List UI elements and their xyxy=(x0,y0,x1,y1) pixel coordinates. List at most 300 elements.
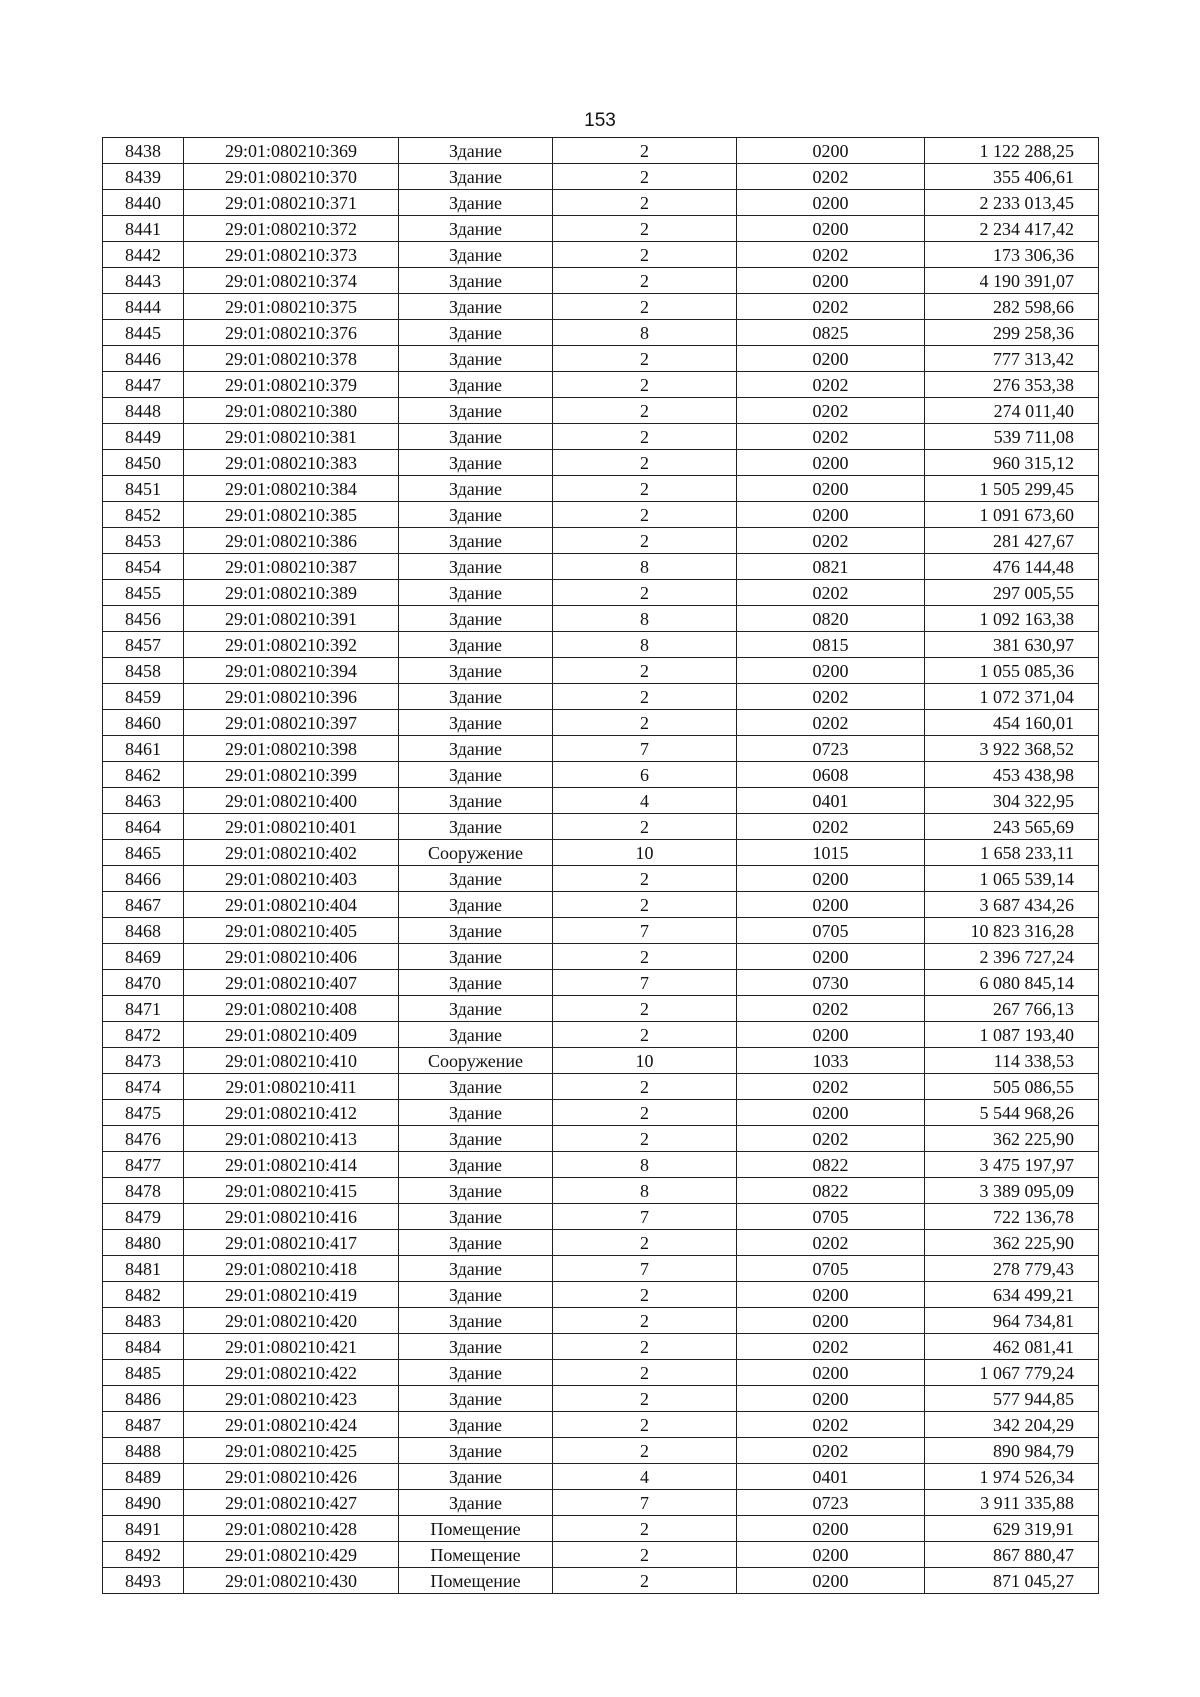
cadastral-number-cell: 29:01:080210:423 xyxy=(184,1386,399,1412)
cadastral-number-cell: 29:01:080210:417 xyxy=(184,1230,399,1256)
row-number-cell: 8491 xyxy=(103,1516,184,1542)
code-cell: 0202 xyxy=(737,294,925,320)
cadastral-number-cell: 29:01:080210:424 xyxy=(184,1412,399,1438)
cadastral-value-cell: 454 160,01 xyxy=(925,710,1099,736)
table-row xyxy=(103,606,1099,632)
group-cell: 2 xyxy=(553,1022,737,1048)
object-type-cell: Здание xyxy=(399,1386,553,1412)
table-row xyxy=(103,1230,1099,1256)
group-cell: 2 xyxy=(553,268,737,294)
object-type-cell: Здание xyxy=(399,788,553,814)
code-cell: 0200 xyxy=(737,1360,925,1386)
cadastral-value-cell: 304 322,95 xyxy=(925,788,1099,814)
object-type-cell: Здание xyxy=(399,164,553,190)
cadastral-number-cell: 29:01:080210:402 xyxy=(184,840,399,866)
code-cell: 0200 xyxy=(737,1516,925,1542)
table-row xyxy=(103,762,1099,788)
code-cell: 0202 xyxy=(737,528,925,554)
cadastral-value-cell: 355 406,61 xyxy=(925,164,1099,190)
group-cell: 2 xyxy=(553,424,737,450)
row-number-cell: 8458 xyxy=(103,658,184,684)
cadastral-value-cell: 1 122 288,25 xyxy=(925,138,1099,164)
group-cell: 2 xyxy=(553,1542,737,1568)
cadastral-number-cell: 29:01:080210:391 xyxy=(184,606,399,632)
cadastral-value-cell: 3 922 368,52 xyxy=(925,736,1099,762)
cadastral-number-cell: 29:01:080210:386 xyxy=(184,528,399,554)
row-number-cell: 8469 xyxy=(103,944,184,970)
code-cell: 0200 xyxy=(737,346,925,372)
group-cell: 7 xyxy=(553,918,737,944)
table-row xyxy=(103,1256,1099,1282)
cadastral-value-cell: 539 711,08 xyxy=(925,424,1099,450)
group-cell: 2 xyxy=(553,1126,737,1152)
group-cell: 10 xyxy=(553,840,737,866)
cadastral-value-cell: 890 984,79 xyxy=(925,1438,1099,1464)
row-number-cell: 8465 xyxy=(103,840,184,866)
object-type-cell: Здание xyxy=(399,684,553,710)
object-type-cell: Здание xyxy=(399,320,553,346)
row-number-cell: 8456 xyxy=(103,606,184,632)
code-cell: 0200 xyxy=(737,268,925,294)
cadastral-value-cell: 173 306,36 xyxy=(925,242,1099,268)
object-type-cell: Здание xyxy=(399,892,553,918)
cadastral-number-cell: 29:01:080210:380 xyxy=(184,398,399,424)
table-row xyxy=(103,970,1099,996)
group-cell: 2 xyxy=(553,1438,737,1464)
group-cell: 2 xyxy=(553,1360,737,1386)
row-number-cell: 8486 xyxy=(103,1386,184,1412)
table-row xyxy=(103,1178,1099,1204)
object-type-cell: Здание xyxy=(399,606,553,632)
code-cell: 0815 xyxy=(737,632,925,658)
object-type-cell: Здание xyxy=(399,736,553,762)
group-cell: 2 xyxy=(553,580,737,606)
cadastral-number-cell: 29:01:080210:371 xyxy=(184,190,399,216)
object-type-cell: Здание xyxy=(399,1308,553,1334)
code-cell: 0608 xyxy=(737,762,925,788)
object-type-cell: Здание xyxy=(399,190,553,216)
code-cell: 0723 xyxy=(737,1490,925,1516)
group-cell: 8 xyxy=(553,1178,737,1204)
cadastral-value-cell: 1 055 085,36 xyxy=(925,658,1099,684)
code-cell: 0820 xyxy=(737,606,925,632)
row-number-cell: 8484 xyxy=(103,1334,184,1360)
cadastral-value-cell: 297 005,55 xyxy=(925,580,1099,606)
group-cell: 8 xyxy=(553,554,737,580)
row-number-cell: 8438 xyxy=(103,138,184,164)
code-cell: 0202 xyxy=(737,372,925,398)
object-type-cell: Здание xyxy=(399,944,553,970)
code-cell: 0401 xyxy=(737,1464,925,1490)
code-cell: 0202 xyxy=(737,1334,925,1360)
row-number-cell: 8489 xyxy=(103,1464,184,1490)
cadastral-value-cell: 1 974 526,34 xyxy=(925,1464,1099,1490)
code-cell: 0822 xyxy=(737,1152,925,1178)
table-row xyxy=(103,554,1099,580)
cadastral-value-cell: 476 144,48 xyxy=(925,554,1099,580)
cadastral-number-cell: 29:01:080210:428 xyxy=(184,1516,399,1542)
object-type-cell: Здание xyxy=(399,1360,553,1386)
table-row xyxy=(103,1048,1099,1074)
cadastral-number-cell: 29:01:080210:396 xyxy=(184,684,399,710)
object-type-cell: Здание xyxy=(399,762,553,788)
cadastral-number-cell: 29:01:080210:387 xyxy=(184,554,399,580)
table-row xyxy=(103,216,1099,242)
cadastral-number-cell: 29:01:080210:404 xyxy=(184,892,399,918)
object-type-cell: Здание xyxy=(399,658,553,684)
code-cell: 0200 xyxy=(737,216,925,242)
code-cell: 0200 xyxy=(737,502,925,528)
object-type-cell: Здание xyxy=(399,1490,553,1516)
row-number-cell: 8476 xyxy=(103,1126,184,1152)
row-number-cell: 8478 xyxy=(103,1178,184,1204)
code-cell: 0202 xyxy=(737,424,925,450)
cadastral-number-cell: 29:01:080210:383 xyxy=(184,450,399,476)
group-cell: 2 xyxy=(553,190,737,216)
table-row xyxy=(103,1152,1099,1178)
cadastral-number-cell: 29:01:080210:408 xyxy=(184,996,399,1022)
group-cell: 2 xyxy=(553,658,737,684)
table-body xyxy=(103,138,1099,1594)
row-number-cell: 8485 xyxy=(103,1360,184,1386)
cadastral-number-cell: 29:01:080210:374 xyxy=(184,268,399,294)
table-row xyxy=(103,1386,1099,1412)
row-number-cell: 8464 xyxy=(103,814,184,840)
object-type-cell: Здание xyxy=(399,632,553,658)
code-cell: 0200 xyxy=(737,944,925,970)
row-number-cell: 8462 xyxy=(103,762,184,788)
row-number-cell: 8461 xyxy=(103,736,184,762)
object-type-cell: Здание xyxy=(399,476,553,502)
row-number-cell: 8470 xyxy=(103,970,184,996)
object-type-cell: Здание xyxy=(399,1464,553,1490)
row-number-cell: 8450 xyxy=(103,450,184,476)
cadastral-number-cell: 29:01:080210:410 xyxy=(184,1048,399,1074)
object-type-cell: Здание xyxy=(399,216,553,242)
code-cell: 0202 xyxy=(737,1230,925,1256)
table-row xyxy=(103,1360,1099,1386)
group-cell: 7 xyxy=(553,1204,737,1230)
group-cell: 2 xyxy=(553,1308,737,1334)
group-cell: 6 xyxy=(553,762,737,788)
row-number-cell: 8468 xyxy=(103,918,184,944)
group-cell: 2 xyxy=(553,528,737,554)
table-row xyxy=(103,1412,1099,1438)
table-row xyxy=(103,398,1099,424)
group-cell: 2 xyxy=(553,216,737,242)
object-type-cell: Здание xyxy=(399,502,553,528)
row-number-cell: 8482 xyxy=(103,1282,184,1308)
group-cell: 2 xyxy=(553,892,737,918)
row-number-cell: 8457 xyxy=(103,632,184,658)
cadastral-value-cell: 276 353,38 xyxy=(925,372,1099,398)
group-cell: 8 xyxy=(553,1152,737,1178)
code-cell: 1033 xyxy=(737,1048,925,1074)
table-row xyxy=(103,1464,1099,1490)
row-number-cell: 8487 xyxy=(103,1412,184,1438)
object-type-cell: Здание xyxy=(399,866,553,892)
row-number-cell: 8460 xyxy=(103,710,184,736)
cadastral-number-cell: 29:01:080210:398 xyxy=(184,736,399,762)
row-number-cell: 8445 xyxy=(103,320,184,346)
table-row xyxy=(103,1542,1099,1568)
cadastral-number-cell: 29:01:080210:379 xyxy=(184,372,399,398)
row-number-cell: 8477 xyxy=(103,1152,184,1178)
cadastral-number-cell: 29:01:080210:429 xyxy=(184,1542,399,1568)
cadastral-value-cell: 3 911 335,88 xyxy=(925,1490,1099,1516)
row-number-cell: 8453 xyxy=(103,528,184,554)
cadastral-value-cell: 960 315,12 xyxy=(925,450,1099,476)
cadastral-value-cell: 577 944,85 xyxy=(925,1386,1099,1412)
cadastral-number-cell: 29:01:080210:401 xyxy=(184,814,399,840)
cadastral-value-cell: 3 687 434,26 xyxy=(925,892,1099,918)
object-type-cell: Здание xyxy=(399,450,553,476)
table-row xyxy=(103,424,1099,450)
row-number-cell: 8449 xyxy=(103,424,184,450)
row-number-cell: 8473 xyxy=(103,1048,184,1074)
table-row xyxy=(103,1334,1099,1360)
object-type-cell: Здание xyxy=(399,580,553,606)
group-cell: 2 xyxy=(553,450,737,476)
code-cell: 0202 xyxy=(737,996,925,1022)
code-cell: 0202 xyxy=(737,1126,925,1152)
cadastral-value-cell: 453 438,98 xyxy=(925,762,1099,788)
code-cell: 0200 xyxy=(737,1386,925,1412)
row-number-cell: 8447 xyxy=(103,372,184,398)
group-cell: 2 xyxy=(553,164,737,190)
row-number-cell: 8454 xyxy=(103,554,184,580)
table-row xyxy=(103,632,1099,658)
cadastral-number-cell: 29:01:080210:414 xyxy=(184,1152,399,1178)
group-cell: 7 xyxy=(553,970,737,996)
cadastral-value-cell: 6 080 845,14 xyxy=(925,970,1099,996)
code-cell: 0200 xyxy=(737,138,925,164)
table-row xyxy=(103,996,1099,1022)
object-type-cell: Здание xyxy=(399,970,553,996)
cadastral-value-cell: 2 233 013,45 xyxy=(925,190,1099,216)
group-cell: 2 xyxy=(553,1230,737,1256)
table-row xyxy=(103,840,1099,866)
row-number-cell: 8446 xyxy=(103,346,184,372)
table-row xyxy=(103,1204,1099,1230)
object-type-cell: Здание xyxy=(399,814,553,840)
cadastral-value-cell: 10 823 316,28 xyxy=(925,918,1099,944)
row-number-cell: 8440 xyxy=(103,190,184,216)
table-row xyxy=(103,944,1099,970)
object-type-cell: Здание xyxy=(399,372,553,398)
cadastral-value-cell: 362 225,90 xyxy=(925,1126,1099,1152)
code-cell: 0202 xyxy=(737,1074,925,1100)
cadastral-number-cell: 29:01:080210:426 xyxy=(184,1464,399,1490)
cadastral-value-cell: 267 766,13 xyxy=(925,996,1099,1022)
cadastral-value-cell: 114 338,53 xyxy=(925,1048,1099,1074)
group-cell: 2 xyxy=(553,242,737,268)
cadastral-number-cell: 29:01:080210:372 xyxy=(184,216,399,242)
code-cell: 0202 xyxy=(737,684,925,710)
cadastral-number-cell: 29:01:080210:425 xyxy=(184,1438,399,1464)
object-type-cell: Здание xyxy=(399,1412,553,1438)
cadastral-number-cell: 29:01:080210:419 xyxy=(184,1282,399,1308)
group-cell: 2 xyxy=(553,1100,737,1126)
table-row xyxy=(103,320,1099,346)
cadastral-value-cell: 505 086,55 xyxy=(925,1074,1099,1100)
row-number-cell: 8439 xyxy=(103,164,184,190)
group-cell: 7 xyxy=(553,1490,737,1516)
group-cell: 2 xyxy=(553,1282,737,1308)
cadastral-number-cell: 29:01:080210:422 xyxy=(184,1360,399,1386)
table-row xyxy=(103,1126,1099,1152)
code-cell: 0200 xyxy=(737,1282,925,1308)
cadastral-number-cell: 29:01:080210:411 xyxy=(184,1074,399,1100)
cadastral-value-cell: 2 396 727,24 xyxy=(925,944,1099,970)
cadastral-value-cell: 299 258,36 xyxy=(925,320,1099,346)
group-cell: 7 xyxy=(553,736,737,762)
cadastral-value-cell: 342 204,29 xyxy=(925,1412,1099,1438)
object-type-cell: Здание xyxy=(399,554,553,580)
group-cell: 2 xyxy=(553,138,737,164)
table-row xyxy=(103,268,1099,294)
group-cell: 2 xyxy=(553,944,737,970)
code-cell: 0401 xyxy=(737,788,925,814)
row-number-cell: 8480 xyxy=(103,1230,184,1256)
code-cell: 0705 xyxy=(737,1256,925,1282)
row-number-cell: 8455 xyxy=(103,580,184,606)
table-row xyxy=(103,1022,1099,1048)
object-type-cell: Здание xyxy=(399,710,553,736)
object-type-cell: Здание xyxy=(399,1074,553,1100)
cadastral-number-cell: 29:01:080210:385 xyxy=(184,502,399,528)
table-row xyxy=(103,580,1099,606)
code-cell: 0200 xyxy=(737,190,925,216)
code-cell: 1015 xyxy=(737,840,925,866)
group-cell: 2 xyxy=(553,346,737,372)
code-cell: 0730 xyxy=(737,970,925,996)
cadastral-number-cell: 29:01:080210:400 xyxy=(184,788,399,814)
table-row xyxy=(103,164,1099,190)
row-number-cell: 8471 xyxy=(103,996,184,1022)
object-type-cell: Здание xyxy=(399,1438,553,1464)
group-cell: 2 xyxy=(553,710,737,736)
cadastral-number-cell: 29:01:080210:392 xyxy=(184,632,399,658)
table-row xyxy=(103,1490,1099,1516)
code-cell: 0825 xyxy=(737,320,925,346)
table-row xyxy=(103,736,1099,762)
object-type-cell: Сооружение xyxy=(399,1048,553,1074)
cadastral-value-cell: 634 499,21 xyxy=(925,1282,1099,1308)
cadastral-value-cell: 1 072 371,04 xyxy=(925,684,1099,710)
group-cell: 2 xyxy=(553,476,737,502)
group-cell: 2 xyxy=(553,996,737,1022)
table-row xyxy=(103,190,1099,216)
cadastral-number-cell: 29:01:080210:407 xyxy=(184,970,399,996)
code-cell: 0202 xyxy=(737,580,925,606)
table-row xyxy=(103,658,1099,684)
group-cell: 2 xyxy=(553,1568,737,1594)
cadastral-number-cell: 29:01:080210:403 xyxy=(184,866,399,892)
group-cell: 2 xyxy=(553,372,737,398)
group-cell: 2 xyxy=(553,1412,737,1438)
table-row xyxy=(103,1438,1099,1464)
group-cell: 2 xyxy=(553,1334,737,1360)
object-type-cell: Здание xyxy=(399,1022,553,1048)
code-cell: 0202 xyxy=(737,242,925,268)
object-type-cell: Сооружение xyxy=(399,840,553,866)
group-cell: 2 xyxy=(553,1516,737,1542)
code-cell: 0200 xyxy=(737,866,925,892)
object-type-cell: Здание xyxy=(399,398,553,424)
group-cell: 10 xyxy=(553,1048,737,1074)
object-type-cell: Здание xyxy=(399,268,553,294)
table-row xyxy=(103,346,1099,372)
cadastral-value-table xyxy=(102,137,1099,1594)
object-type-cell: Здание xyxy=(399,1126,553,1152)
table-row xyxy=(103,1100,1099,1126)
group-cell: 2 xyxy=(553,866,737,892)
group-cell: 2 xyxy=(553,502,737,528)
cadastral-number-cell: 29:01:080210:394 xyxy=(184,658,399,684)
object-type-cell: Здание xyxy=(399,1282,553,1308)
group-cell: 8 xyxy=(553,606,737,632)
table-row xyxy=(103,294,1099,320)
code-cell: 0200 xyxy=(737,658,925,684)
cadastral-value-cell: 871 045,27 xyxy=(925,1568,1099,1594)
cadastral-value-cell: 964 734,81 xyxy=(925,1308,1099,1334)
object-type-cell: Здание xyxy=(399,138,553,164)
row-number-cell: 8451 xyxy=(103,476,184,502)
cadastral-number-cell: 29:01:080210:418 xyxy=(184,1256,399,1282)
cadastral-value-cell: 462 081,41 xyxy=(925,1334,1099,1360)
row-number-cell: 8492 xyxy=(103,1542,184,1568)
table-row xyxy=(103,372,1099,398)
cadastral-number-cell: 29:01:080210:412 xyxy=(184,1100,399,1126)
code-cell: 0200 xyxy=(737,1100,925,1126)
row-number-cell: 8459 xyxy=(103,684,184,710)
cadastral-number-cell: 29:01:080210:415 xyxy=(184,1178,399,1204)
cadastral-number-cell: 29:01:080210:416 xyxy=(184,1204,399,1230)
table-row xyxy=(103,1074,1099,1100)
code-cell: 0202 xyxy=(737,398,925,424)
row-number-cell: 8463 xyxy=(103,788,184,814)
code-cell: 0705 xyxy=(737,918,925,944)
code-cell: 0202 xyxy=(737,1412,925,1438)
table-row xyxy=(103,1516,1099,1542)
table-row xyxy=(103,788,1099,814)
group-cell: 8 xyxy=(553,320,737,346)
object-type-cell: Помещение xyxy=(399,1568,553,1594)
object-type-cell: Здание xyxy=(399,1152,553,1178)
object-type-cell: Здание xyxy=(399,424,553,450)
cadastral-value-cell: 274 011,40 xyxy=(925,398,1099,424)
row-number-cell: 8479 xyxy=(103,1204,184,1230)
object-type-cell: Здание xyxy=(399,996,553,1022)
cadastral-number-cell: 29:01:080210:375 xyxy=(184,294,399,320)
cadastral-value-cell: 4 190 391,07 xyxy=(925,268,1099,294)
page-number: 153 xyxy=(584,110,616,131)
cadastral-value-cell: 362 225,90 xyxy=(925,1230,1099,1256)
cadastral-number-cell: 29:01:080210:384 xyxy=(184,476,399,502)
cadastral-number-cell: 29:01:080210:370 xyxy=(184,164,399,190)
group-cell: 2 xyxy=(553,294,737,320)
row-number-cell: 8444 xyxy=(103,294,184,320)
cadastral-value-cell: 629 319,91 xyxy=(925,1516,1099,1542)
cadastral-number-cell: 29:01:080210:409 xyxy=(184,1022,399,1048)
code-cell: 0200 xyxy=(737,450,925,476)
table-row xyxy=(103,1282,1099,1308)
object-type-cell: Здание xyxy=(399,1100,553,1126)
code-cell: 0200 xyxy=(737,892,925,918)
object-type-cell: Здание xyxy=(399,918,553,944)
group-cell: 8 xyxy=(553,632,737,658)
